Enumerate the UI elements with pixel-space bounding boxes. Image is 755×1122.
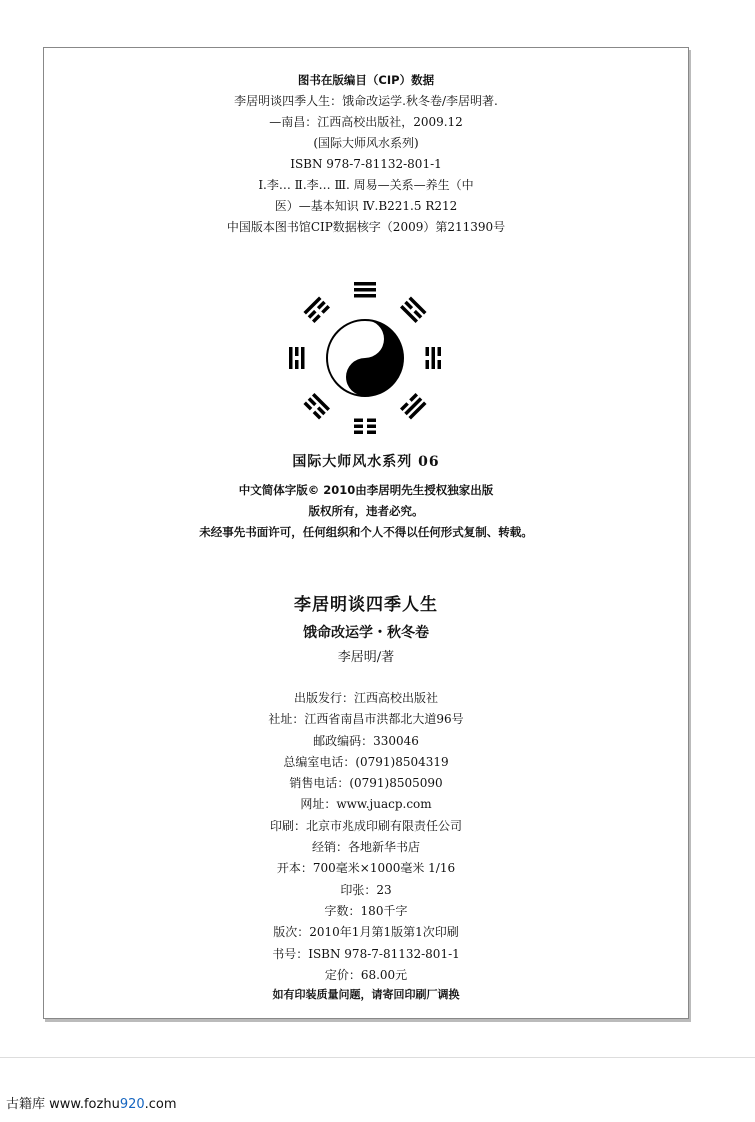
series-name: 国际大师风水系列 06 bbox=[292, 454, 440, 470]
pub-line: 经销：各地新华书店 bbox=[311, 840, 420, 855]
book-title: 李居明谈四季人生 bbox=[294, 595, 438, 615]
pub-line: 邮政编码：330046 bbox=[313, 733, 419, 748]
yin-yang-bagua-icon bbox=[287, 280, 443, 436]
cip-line: —南昌：江西高校出版社，2009.12 bbox=[269, 115, 463, 129]
site-watermark[interactable] bbox=[6, 1093, 177, 1112]
publication-info bbox=[44, 688, 688, 986]
cip-line: 医）—基本知识 Ⅳ.B221.5 R212 bbox=[274, 199, 458, 213]
cip-line: 中国版本图书馆CIP数据核字（2009）第211390号 bbox=[226, 220, 506, 234]
cip-line: Ⅰ.李… Ⅱ.李… Ⅲ. 周易—关系—养生（中 bbox=[258, 178, 474, 192]
pub-line: 定价：68.00元 bbox=[324, 967, 408, 982]
pub-line: 版次：2010年1月第1版第1次印刷 bbox=[273, 925, 459, 940]
quality-notice: 如有印装质量问题，请寄回印刷厂调换 bbox=[272, 988, 460, 1001]
page-divider bbox=[0, 1057, 755, 1058]
pub-line: 印张：23 bbox=[340, 882, 392, 897]
pub-line: 网址：www.juacp.com bbox=[300, 797, 432, 812]
footer-prefix: 古籍库 www. bbox=[6, 1097, 84, 1112]
rights-line: 版权所有，违者必究。 bbox=[308, 504, 424, 518]
cip-heading: 图书在版编目（CIP）数据 bbox=[297, 73, 435, 87]
rights-line: 中文简体字版© 2010由李居明先生授权独家出版 bbox=[238, 483, 494, 497]
pub-line: 印刷：北京市兆成印刷有限责任公司 bbox=[269, 818, 462, 833]
pub-line: 字数：180千字 bbox=[324, 903, 408, 918]
book-subtitle: 饿命改运学・秋冬卷 bbox=[303, 625, 429, 641]
pub-line: 出版发行：江西高校出版社 bbox=[293, 691, 438, 705]
pub-line: 总编室电话：(0791)8504319 bbox=[283, 754, 449, 769]
cip-line: ISBN 978-7-81132-801-1 bbox=[290, 157, 442, 171]
book-author: 李居明/著 bbox=[337, 650, 395, 665]
cip-line: (国际大师风水系列) bbox=[313, 136, 419, 150]
title-block bbox=[44, 590, 688, 670]
pub-line: 书号：ISBN 978-7-81132-801-1 bbox=[272, 946, 460, 961]
pub-line: 社址：江西省南昌市洪都北大道96号 bbox=[268, 712, 464, 727]
footer-zhu: zhu bbox=[96, 1097, 120, 1112]
pub-line: 开本：700毫米×1000毫米 1/16 bbox=[276, 861, 456, 876]
cip-line: 李居明谈四季人生：饿命改运学.秋冬卷/李居明著. bbox=[234, 94, 498, 108]
copyright-page bbox=[43, 47, 689, 1019]
pub-line: 销售电话：(0791)8505090 bbox=[289, 776, 443, 791]
cip-block bbox=[44, 70, 688, 238]
rights-line: 未经事先书面许可，任何组织和个人不得以任何形式复制、转载。 bbox=[199, 525, 533, 539]
footer-suffix: .com bbox=[144, 1097, 177, 1112]
rights-block bbox=[44, 480, 688, 543]
footer-fo: fo bbox=[83, 1097, 97, 1112]
footer-nums: 920 bbox=[119, 1097, 145, 1112]
